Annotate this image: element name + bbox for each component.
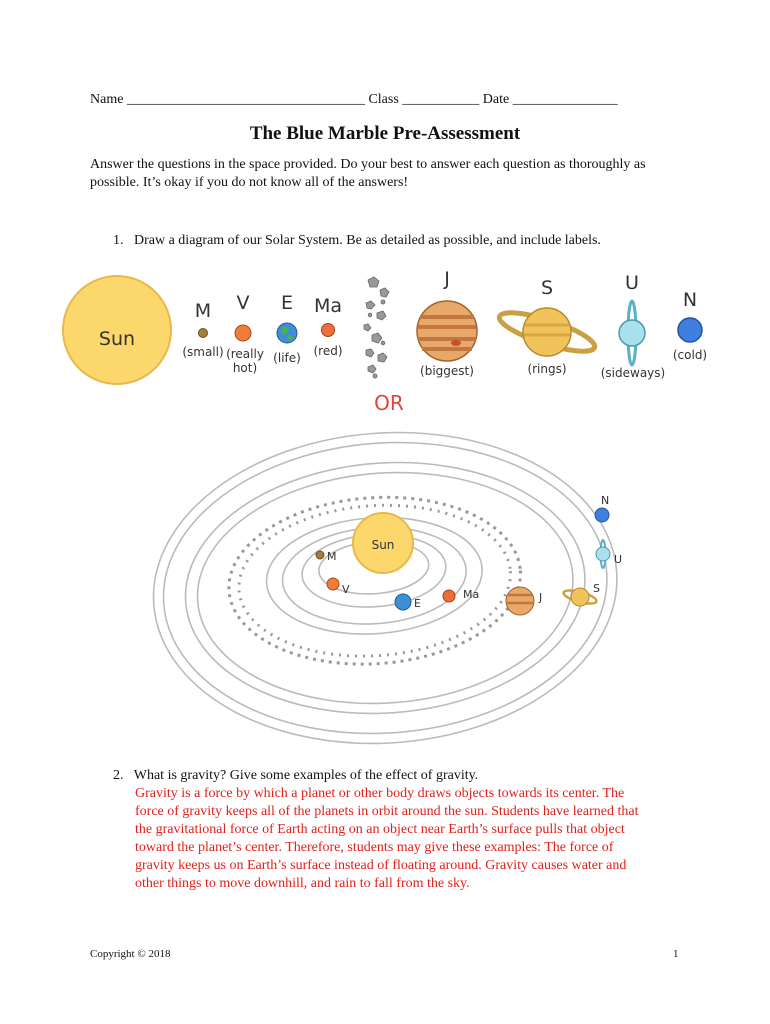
neptune-note: (cold) (672, 348, 708, 362)
question-2 (113, 767, 693, 893)
intro-text: Answer the questions in the space provided. Do your best to answer each question as thoroughly as possible. It’s okay if you do not know all of the answers! (90, 157, 646, 190)
venus-note-1: (really (226, 347, 264, 361)
jupiter-icon (417, 301, 477, 361)
orbit-mercury-icon (316, 551, 324, 559)
orbit-saturn-label: S (593, 582, 600, 595)
earth-note: (life) (273, 351, 301, 365)
question-1-text: Draw a diagram of our Solar System. Be as detailed as possible, and include labels. (134, 233, 601, 248)
orbit-uranus-label: U (614, 553, 623, 566)
saturn-abbr: S (540, 277, 554, 299)
top-row (63, 268, 707, 415)
date-blank[interactable]: _______________ (512, 92, 618, 107)
page-title: The Blue Marble Pre-Assessment (249, 123, 521, 144)
orbit-mars-icon (443, 590, 455, 602)
jupiter-note: (biggest) (420, 364, 474, 378)
name-label: Name (90, 92, 124, 107)
orbit-venus-icon (327, 578, 339, 590)
asteroid-belt-icon (364, 277, 389, 378)
uranus-icon (619, 301, 645, 365)
orbit-neptune-label: N (601, 494, 610, 507)
earth-icon (277, 323, 297, 343)
uranus-note: (sideways) (600, 366, 666, 380)
orbit-neptune-icon (595, 508, 609, 522)
date-label: Date (482, 92, 510, 107)
or-label: OR (374, 391, 404, 415)
saturn-note: (rings) (527, 362, 567, 376)
uranus-abbr: U (625, 272, 639, 294)
orbit-sun-label: Sun (371, 538, 395, 552)
neptune-icon (678, 318, 702, 342)
mars-note: (red) (313, 344, 343, 358)
copyright: Copyright © 2018 (90, 948, 171, 960)
page-number: 1 (673, 948, 679, 960)
class-blank[interactable]: ___________ (402, 92, 480, 107)
neptune-abbr: N (682, 289, 698, 311)
mercury-abbr: M (194, 300, 212, 322)
orbit-uranus-icon (596, 540, 610, 568)
answer-line: gravity keeps us on Earth’s surface instead of floating around. Gravity causes water and (135, 858, 627, 873)
saturn-icon (496, 305, 599, 359)
orbit-earth-label: E (414, 597, 421, 610)
answer-line: other things to move downhill, and rain to fall from the sky. (135, 876, 470, 891)
solar-system-illustration (0, 255, 770, 760)
orbit-earth-icon (395, 594, 411, 610)
class-label: Class (368, 92, 399, 107)
mercury-icon (199, 329, 208, 338)
mars-abbr: Ma (313, 295, 343, 317)
venus-icon (235, 325, 251, 341)
question-1-number: 1. (113, 233, 124, 248)
mercury-note: (small) (182, 345, 224, 359)
name-blank[interactable]: __________________________________ (126, 92, 365, 107)
answer-line: toward the planet’s center. Therefore, students may give these examples: The force of (135, 840, 614, 855)
earth-abbr: E (280, 292, 294, 314)
question-2-prompt (113, 767, 693, 785)
venus-abbr: V (236, 292, 250, 314)
header-line (90, 92, 618, 108)
orbit-jupiter-label: J (539, 591, 543, 604)
question-2-number: 2. (113, 768, 124, 783)
question-2-answer (135, 785, 693, 893)
answer-line: force of gravity keeps all of the planets in orbit around the sun. Students have learned that (135, 804, 639, 819)
orbit-mars-label: Ma (463, 588, 480, 601)
orbit-diagram (143, 417, 627, 759)
question-1 (113, 232, 601, 250)
sun-label: Sun (98, 328, 136, 350)
orbit-mercury-label: M (327, 550, 337, 563)
orbit-bodies (316, 494, 622, 615)
jupiter-abbr: J (444, 268, 450, 290)
question-2-text: What is gravity? Give some examples of the effect of gravity. (133, 768, 479, 783)
venus-note-2: hot) (232, 361, 258, 375)
orbit-jupiter-icon (506, 587, 534, 615)
answer-line: Gravity is a force by which a planet or other body draws objects towards its center. The (135, 786, 625, 801)
mars-icon (322, 324, 335, 337)
answer-line: the gravitational force of Earth acting on an object near Earth’s surface pulls that object (135, 822, 625, 837)
orbit-venus-label: V (342, 583, 350, 596)
